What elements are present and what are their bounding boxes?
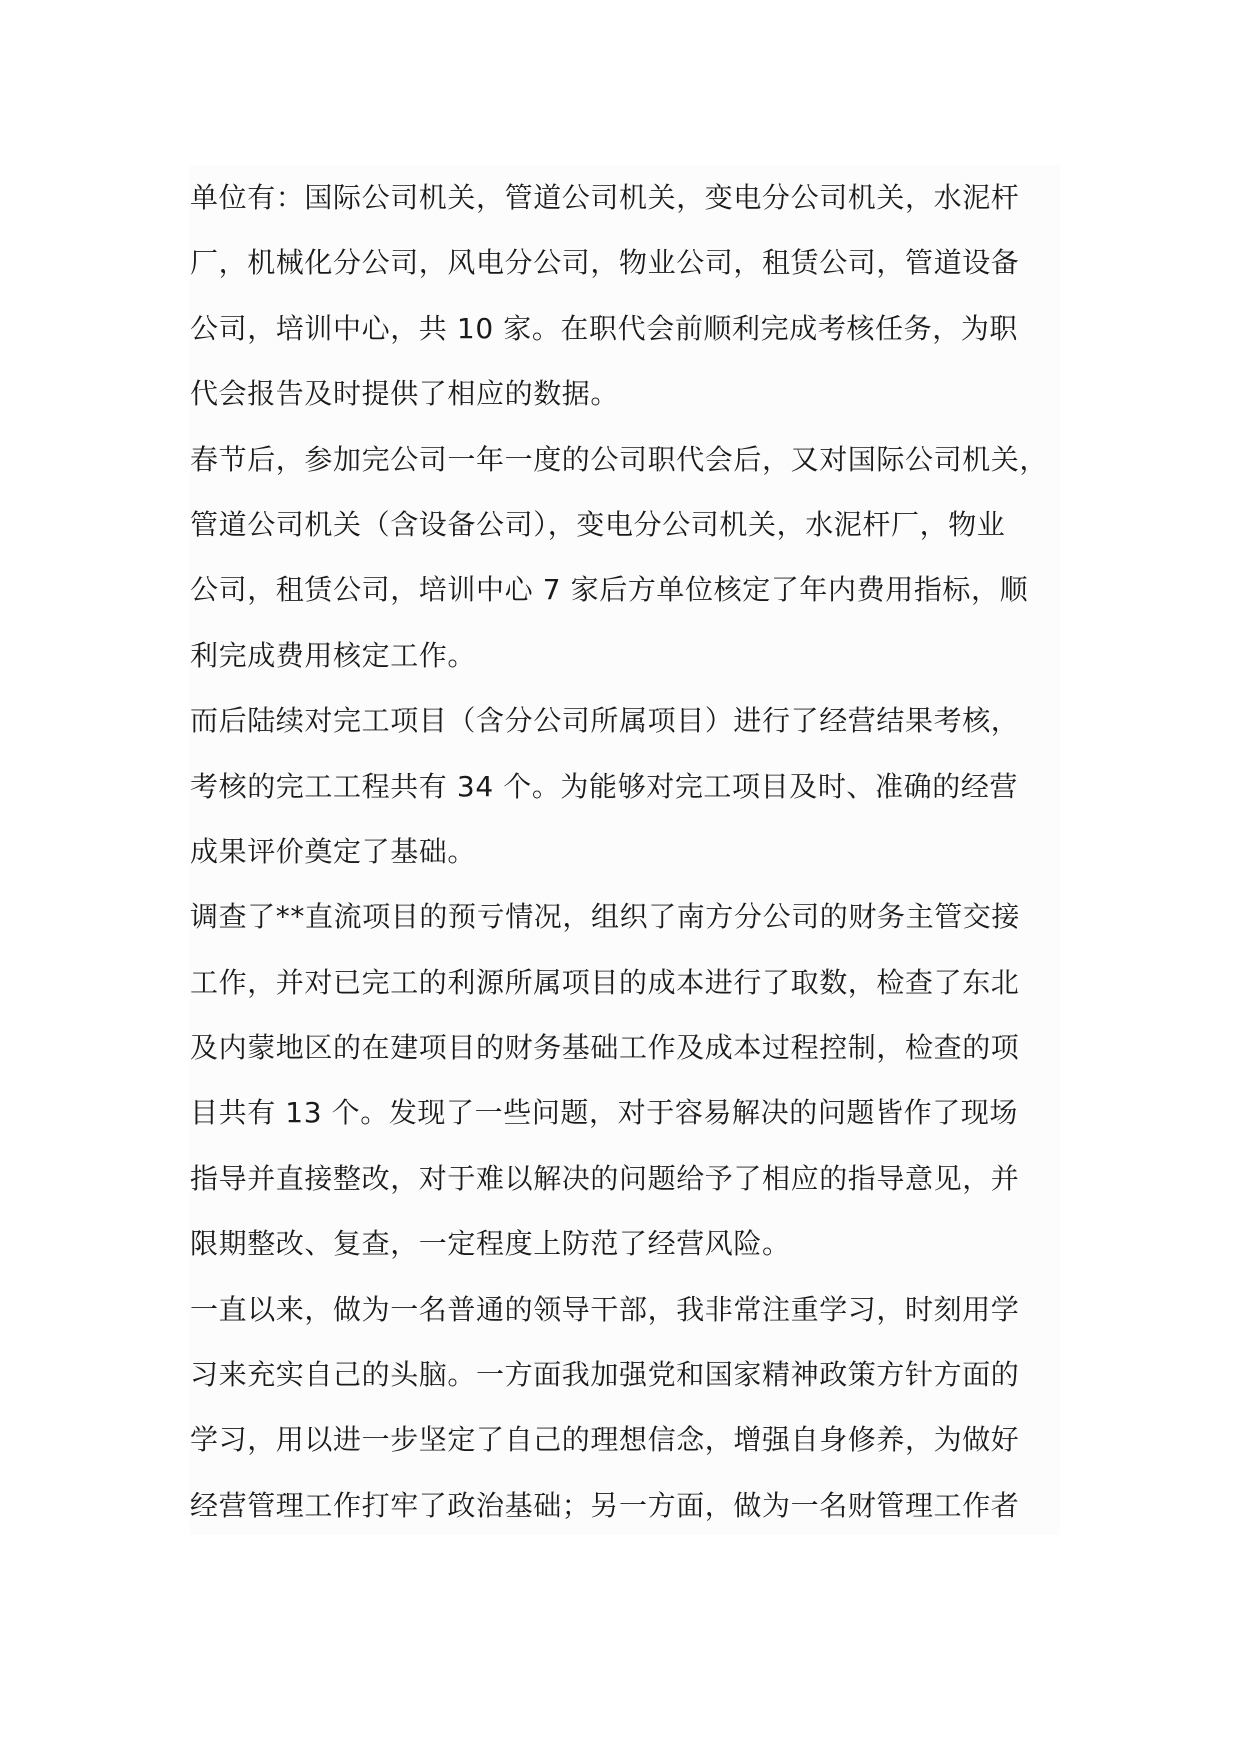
text-line: 习来充实自己的头脑。一方面我加强党和国家精神政策方针方面的	[190, 1358, 1020, 1392]
text-line: 一直以来，做为一名普通的领导干部，我非常注重学习，时刻用学	[190, 1292, 1020, 1326]
text-line: 单位有：国际公司机关，管道公司机关，变电分公司机关，水泥杆	[190, 181, 1020, 214]
text-line: 厂，机械化分公司，风电分公司，物业公司，租赁公司，管道设备	[190, 246, 1020, 280]
text-line: 指导并直接整改，对于难以解决的问题给予了相应的指导意见，并	[190, 1161, 1020, 1195]
paragraph-3	[190, 688, 1060, 884]
text-line: 学习，用以进一步坚定了自己的理想信念，增强自身修养，为做好	[190, 1423, 1020, 1457]
document-body	[190, 165, 1060, 1535]
text-line: 管道公司机关（含设备公司），变电分公司机关，水泥杆厂，物业	[190, 507, 1006, 541]
paragraph-5	[190, 1277, 1060, 1539]
paragraph-4	[190, 884, 1060, 1276]
text-line: 公司，租赁公司，培训中心 7 家后方单位核定了年内费用指标，顺	[190, 573, 1029, 607]
text-line: 调查了**直流项目的预亏情况，组织了南方分公司的财务主管交接	[190, 900, 1021, 934]
text-line: 代会报告及时提供了相应的数据。	[190, 377, 620, 411]
text-line: 限期整改、复查，一定程度上防范了经营风险。	[190, 1227, 791, 1261]
text-line: 利完成费用核定工作。	[190, 638, 477, 672]
text-line: 而后陆续对完工项目（含分公司所属项目）进行了经营结果考核，	[190, 704, 1020, 738]
text-line: 工作，并对已完工的利源所属项目的成本进行了取数，检查了东北	[190, 965, 1020, 999]
text-line: 目共有 13 个。发现了一些问题，对于容易解决的问题皆作了现场	[190, 1096, 1019, 1130]
text-line: 及内蒙地区的在建项目的财务基础工作及成本过程控制，检查的项	[190, 1031, 1020, 1065]
text-line: 经营管理工作打牢了政治基础；另一方面，做为一名财管理工作者	[190, 1488, 1020, 1522]
text-line: 成果评价奠定了基础。	[190, 834, 477, 868]
text-line: 春节后，参加完公司一年一度的公司职代会后，又对国际公司机关，	[190, 442, 1049, 476]
text-line: 考核的完工工程共有 34 个。为能够对完工项目及时、准确的经营	[190, 769, 1019, 803]
paragraph-2	[190, 427, 1060, 689]
text-line: 公司，培训中心，共 10 家。在职代会前顺利完成考核任务，为职	[190, 311, 1019, 345]
paragraph-1	[190, 165, 1060, 427]
